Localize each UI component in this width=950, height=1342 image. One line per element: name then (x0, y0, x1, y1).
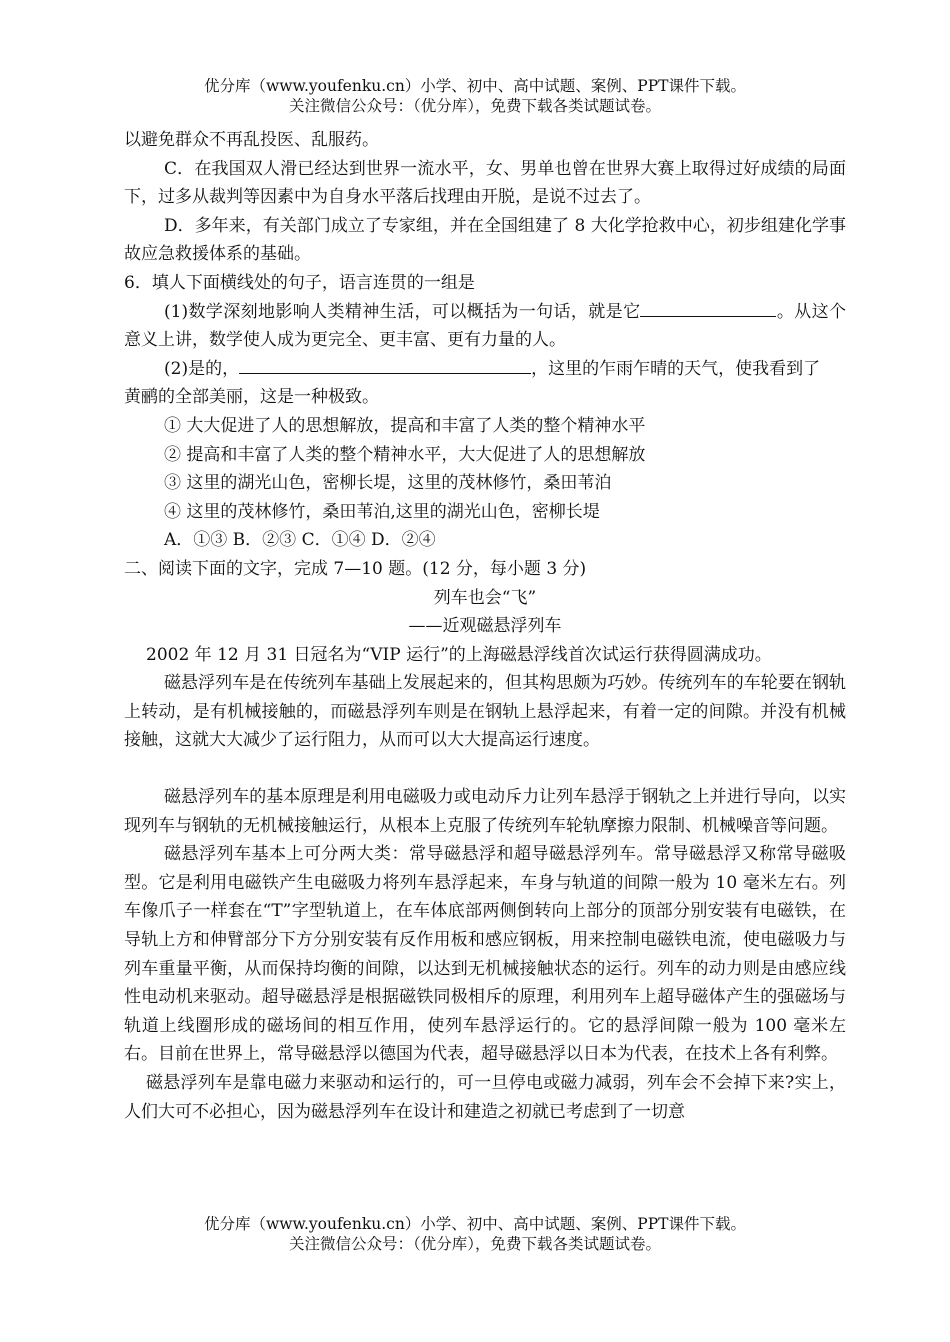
header-line-2: 关注微信公众号：（优分库），免费下载各类试题试卷。 (288, 97, 661, 115)
q6-1-text-a: (1)数学深刻地影响人类精神生活，可以概括为一句话，就是它 (164, 301, 641, 322)
q6-2-text-a: (2)是的， (164, 358, 240, 379)
article-subtitle: ——近观磁悬浮列车 (408, 616, 562, 637)
reading-paragraph-1: 2002 年 12 月 31 日冠名为“VIP 运行”的上海磁悬浮线首次试运行获得圆满成功。 (146, 644, 772, 665)
q6-2-text-b: ，这里的乍雨乍晴的天气，使我看到了 (531, 358, 821, 379)
section-2-heading: 二、阅读下面的文字，完成 7—10 题。(12 分，每小题 3 分) (124, 558, 587, 579)
question-6-item-2-cont: 黄鹂的全部美丽，这是一种极致。 (124, 387, 379, 408)
page-footer (0, 1214, 950, 1254)
sentence-option-3: ③ 这里的湖光山色，密柳长堤，这里的茂林修竹，桑田苇泊 (164, 473, 612, 494)
option-c-paragraph: C．在我国双人滑已经达到世界一流水平，女、男单也曾在世界大赛上取得过好成绩的局面下，过多从裁判等因素中为自身水平落后找理由开脱，是说不过去了。 (124, 158, 846, 208)
question-6-item-2 (124, 355, 846, 384)
sentence-option-1: ① 大大促进了人的思想解放，提高和丰富了人类的整个精神水平 (164, 415, 646, 436)
question-6-item-1 (124, 298, 846, 355)
fill-blank-1 (640, 316, 776, 317)
sentence-option-2: ② 提高和丰富了人类的整个精神水平，大大促进了人的思想解放 (164, 444, 646, 465)
blank-line (124, 755, 846, 783)
paragraph-continuation: 以避免群众不再乱投医、乱服药。 (124, 130, 379, 150)
reading-paragraph-5: 磁悬浮列车是靠电磁力来驱动和运行的，可一旦停电或磁力减弱，列车会不会掉下来?实上，人们大可不必担心，因为磁悬浮列车在设计和建造之初就已考虑到了一切意 (124, 1073, 846, 1122)
reading-paragraph-3: 磁悬浮列车的基本原理是利用电磁吸力或电动斥力让列车悬浮于钢轨之上并进行导向，以实现列车与钢轨的无机械接触运行，从根本上克服了传统列车轮轨摩擦力限制、机械噪音等问题。 (124, 787, 846, 836)
footer-line-2: 关注微信公众号：（优分库），免费下载各类试题试卷。 (288, 1235, 661, 1253)
document-body (124, 126, 846, 1126)
article-title: 列车也会“飞” (433, 587, 537, 608)
sentence-option-4: ④ 这里的茂林修竹，桑田苇泊,这里的湖光山色，密柳长堤 (164, 501, 600, 522)
option-d-paragraph: D．多年来，有关部门成立了专家组，并在全国组建了 8 大化学抢救中心，初步组建化学事故应急救援体系的基础。 (124, 215, 846, 265)
answer-choices: A．①③ B．②③ C．①④ D．②④ (164, 530, 436, 551)
reading-paragraph-4: 磁悬浮列车基本上可分两大类：常导磁悬浮和超导磁悬浮列车。常导磁悬浮又称常导磁吸型。它是利用电磁铁产生电磁吸力将列车悬浮起来，车身与轨道的间隙一般为 10 毫米左右。列车像爪子一样套在“T”字型轨道上，在车体底部两侧倒转向上部分的顶部分别安装有电磁铁，在导轨上方和伸臂部分下方分别安装有反作用板和感应钢板，用来控制电磁铁电流，使电磁吸力与列车重量平衡，从而保持均衡的间隙，以达到无机械接触状态的运行。列车的动力则是由感应线性电动机来驱动。超导磁悬浮是根据磁铁同极相斥的原理，利用列车上超导磁体产生的强磁场与轨道上线圈形成的磁场间的相互作用，使列车悬浮运行的。它的悬浮间隙一般为 100 毫米左右。目前在世界上，常导磁悬浮以德国为代表，超导磁悬浮以日本为代表，在技术上各有利弊。 (124, 844, 846, 1065)
footer-line-1: 优分库（www.youfenku.cn）小学、初中、高中试题、案例、PPT课件下载。 (203, 1215, 747, 1233)
q6-1-text-b: 。从这个意义上讲，数学使人成为更完全、更丰富、更有力量的人。 (124, 301, 846, 351)
reading-paragraph-2: 磁悬浮列车是在传统列车基础上发展起来的，但其构思颇为巧妙。传统列车的车轮要在钢轨上转动，是有机械接触的，而磁悬浮列车则是在钢轨上悬浮起来，有着一定的间隙。并没有机械接触，这就大大减少了运行阻力，从而可以大大提高运行速度。 (124, 673, 846, 751)
page-header (0, 76, 950, 116)
fill-blank-2 (239, 373, 531, 374)
question-6: 6．填人下面横线处的句子，语言连贯的一组是 (124, 272, 475, 293)
header-line-1: 优分库（www.youfenku.cn）小学、初中、高中试题、案例、PPT课件下载。 (203, 77, 747, 95)
